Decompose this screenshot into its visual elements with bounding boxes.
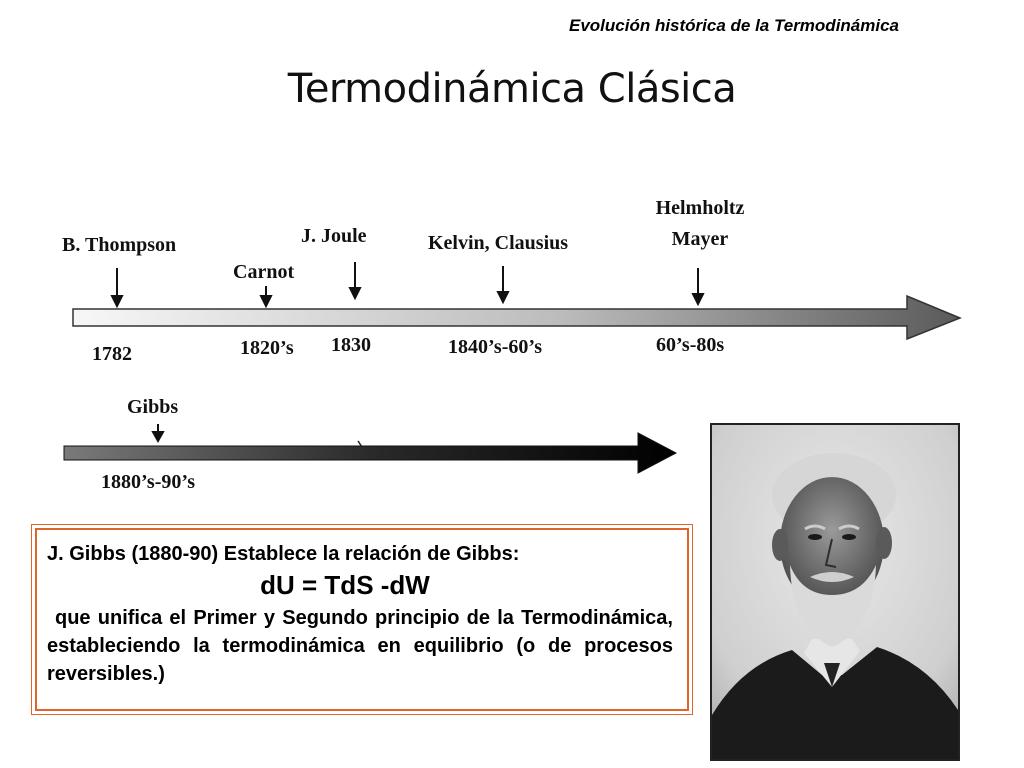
gibbs-formula: dU = TdS -dW [260, 570, 430, 600]
event-date-1840s-60s: 1840’s-60’s [448, 336, 543, 358]
event-label-joule: J. Joule [301, 225, 367, 247]
gibbs-portrait [710, 423, 960, 761]
event-date-1820s: 1820’s [240, 337, 294, 359]
timeline-top-arrow [73, 296, 960, 339]
event-label-thompson: B. Thompson [62, 234, 177, 256]
event-date-1880s-90s: 1880’s-90’s [101, 471, 196, 493]
slide-header: Evolución histórica de la Termodinámica [568, 16, 899, 35]
event-label-mayer: Mayer [671, 228, 729, 250]
event-label-carnot: Carnot [233, 261, 295, 283]
event-label-helmholtz: Helmholtz [655, 197, 745, 219]
event-date-1782: 1782 [92, 343, 132, 365]
event-date-1830: 1830 [331, 334, 371, 356]
portrait-image [712, 425, 958, 759]
event-label-gibbs: Gibbs [127, 396, 179, 418]
gibbs-intro-text: J. Gibbs (1880-90) Establece la relación de Gibbs: [47, 543, 520, 565]
slide-title: Termodinámica Clásica [287, 66, 737, 112]
event-label-kelvin-clausius: Kelvin, Clausius [428, 232, 569, 254]
event-date-60s-80s: 60’s-80s [656, 334, 725, 356]
gibbs-relation-box [35, 528, 689, 711]
gibbs-description: que unifica el Primer y Segundo principio de la Termodinámica, estableciendo la termodinámica en equilibrio (o de procesos reversibles.) [47, 607, 673, 685]
